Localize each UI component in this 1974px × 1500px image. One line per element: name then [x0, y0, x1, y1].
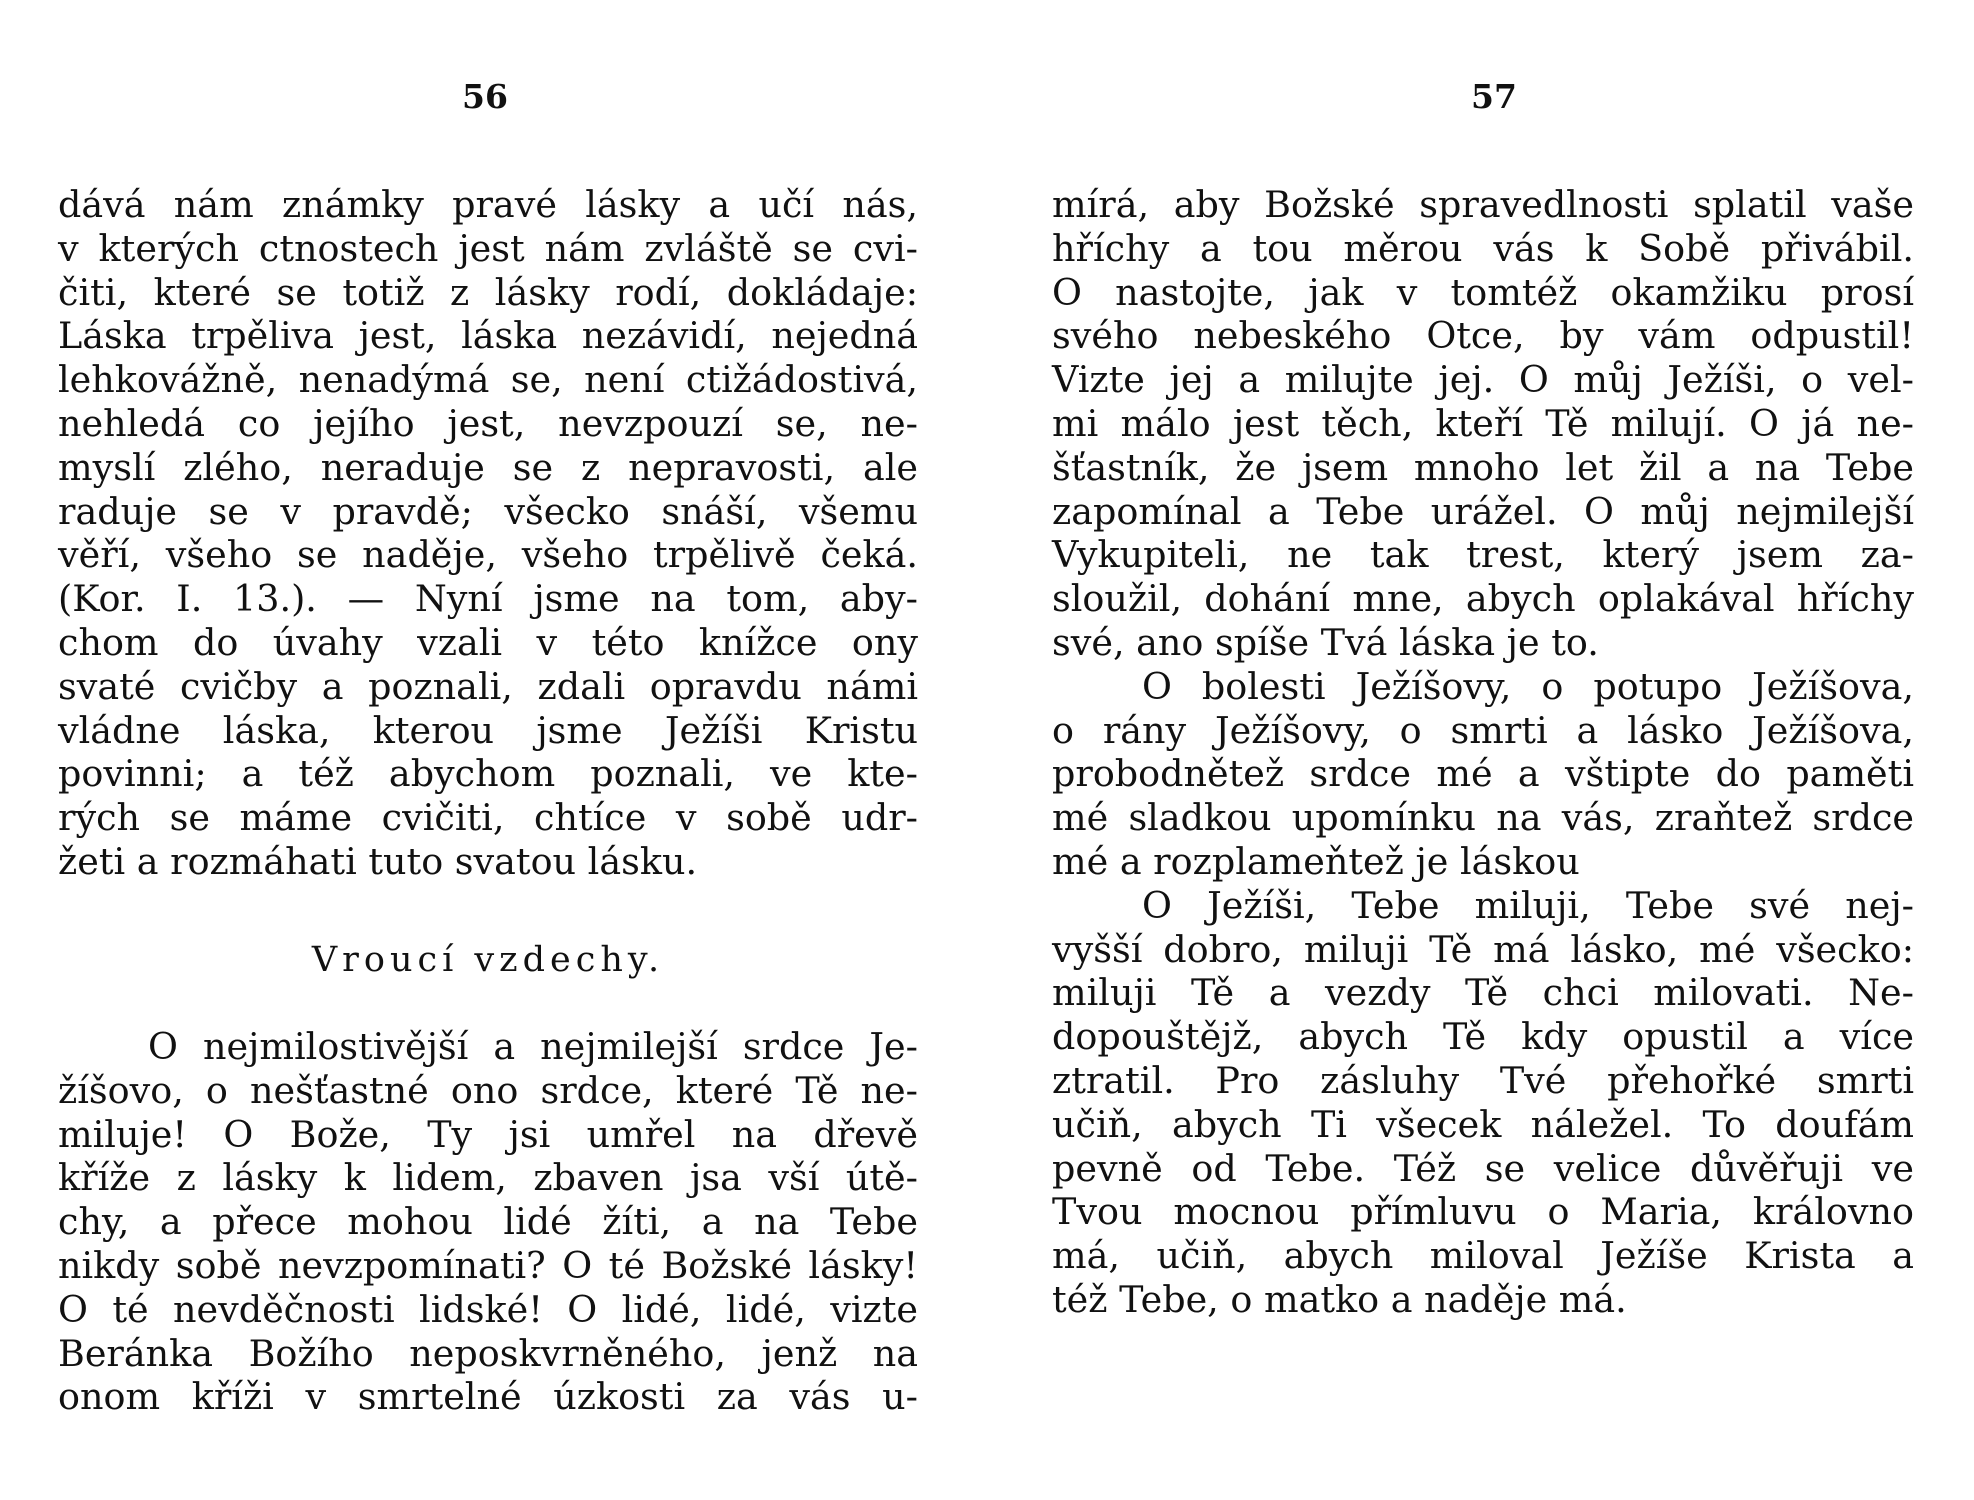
text-line: čiti, které se totiž z lásky rodí, dokládaje: — [58, 270, 918, 314]
text-line: Vykupiteli, ne tak trest, který jsem za- — [1052, 533, 1914, 577]
text-line: nehledá co jejího jest, nevzpouzí se, ne- — [58, 401, 918, 445]
section-heading: Vroucí vzdechy. — [311, 940, 665, 980]
text-line: vyšší dobro, miluji Tě má lásko, mé všecko: — [1052, 927, 1914, 971]
text-line: dopouštějž, abych Tě kdy opustil a více — [1052, 1015, 1914, 1059]
text-line: žeti a rozmáhati tuto svatou lásku. — [58, 839, 698, 883]
left-page-number: 56 — [462, 77, 508, 116]
text-line: vládne láska, kterou jsme Ježíši Kristu — [58, 708, 918, 752]
text-line: povinni; a též abychom poznali, ve kte- — [58, 752, 918, 796]
text-line: lehkovážně, nenadýmá se, není ctižádostivá, — [58, 358, 918, 402]
text-line: věří, všeho se naděje, všeho trpělivě čeká. — [58, 533, 918, 577]
text-line: svého nebeského Otce, by vám odpustil! — [1052, 314, 1914, 358]
text-line: Tvou mocnou přímluvu o Maria, královno — [1052, 1190, 1914, 1234]
text-line: miluji Tě a vezdy Tě chci milovati. Ne- — [1052, 971, 1914, 1015]
text-line: též Tebe, o matko a naděje má. — [1052, 1277, 1627, 1321]
text-line: sloužil, dohání mne, abych oplakával hříchy — [1052, 577, 1914, 621]
text-line: mé a rozplameňtež je láskou — [1052, 839, 1580, 883]
text-line: Beránka Božího neposkvrněného, jenž na — [58, 1331, 918, 1375]
text-line: má, učiň, abych miloval Ježíše Krista a — [1052, 1234, 1914, 1278]
text-line: mé sladkou upomínku na vás, zraňtež srdce — [1052, 796, 1914, 840]
text-line: probodnětež srdce mé a vštipte do paměti — [1052, 752, 1914, 796]
text-line: hříchy a tou měrou vás k Sobě přivábil. — [1052, 226, 1914, 270]
text-line: zapomínal a Tebe urážel. O můj nejmilejší — [1052, 489, 1914, 533]
text-line: šťastník, že jsem mnoho let žil a na Tebe — [1052, 445, 1914, 489]
text-line: O té nevděčnosti lidské! O lidé, lidé, vizte — [58, 1287, 918, 1331]
text-line: miluje! O Bože, Ty jsi umřel na dřevě — [58, 1112, 918, 1156]
text-line: onom kříži v smrtelné úzkosti za vás u- — [58, 1375, 918, 1419]
text-line: O nejmilostivější a nejmilejší srdce Je- — [148, 1025, 918, 1068]
text-line: O bolesti Ježíšovy, o potupo Ježíšova, — [1142, 664, 1914, 708]
text-line: žíšovo, o nešťastné ono srdce, které Tě ne- — [58, 1068, 918, 1112]
text-line: chy, a přece mohou lidé žíti, a na Tebe — [58, 1200, 918, 1244]
text-line: v kterých ctnostech jest nám zvláště se cvi- — [58, 226, 918, 270]
text-line: ztratil. Pro zásluhy Tvé přehořké smrti — [1052, 1058, 1914, 1102]
text-line: kříže z lásky k lidem, zbaven jsa vší útě- — [58, 1156, 918, 1200]
right-page — [987, 0, 1974, 1500]
text-line: O Ježíši, Tebe miluji, Tebe své nej- — [1142, 883, 1914, 927]
text-line: mi málo jest těch, kteří Tě milují. O já ne- — [1052, 401, 1914, 445]
right-page-text — [1052, 183, 1914, 1322]
text-line: (Kor. I. 13.). — Nyní jsme na tom, aby- — [58, 577, 918, 621]
text-line: dává nám známky pravé lásky a učí nás, — [58, 183, 918, 226]
text-line: pevně od Tebe. Též se velice důvěřuji ve — [1052, 1146, 1914, 1190]
right-page-number: 57 — [1471, 77, 1517, 116]
text-line: myslí zlého, neraduje se z nepravosti, ale — [58, 445, 918, 489]
text-line: Vizte jej a milujte jej. O můj Ježíši, o vel- — [1052, 358, 1914, 402]
left-page-top-text — [58, 183, 918, 884]
text-line: O nastojte, jak v tomtéž okamžiku prosí — [1052, 270, 1914, 314]
text-line: raduje se v pravdě; všecko snáší, všemu — [58, 489, 918, 533]
text-line: svaté cvičby a poznali, zdali opravdu námi — [58, 664, 918, 708]
text-line: své, ano spíše Tvá láska je to. — [1052, 620, 1599, 664]
left-page-prayer-text — [58, 1025, 918, 1419]
text-line: nikdy sobě nevzpomínati? O té Božské lásky! — [58, 1243, 918, 1287]
text-line: rých se máme cvičiti, chtíce v sobě udr- — [58, 796, 918, 840]
text-line: chom do úvahy vzali v této knížce ony — [58, 620, 918, 664]
text-line: Láska trpěliva jest, láska nezávidí, nejedná — [58, 314, 918, 358]
text-line: o rány Ježíšovy, o smrti a lásko Ježíšova, — [1052, 708, 1914, 752]
text-line: mírá, aby Božské spravedlnosti splatil vaše — [1052, 183, 1914, 226]
text-line: učiň, abych Ti všecek náležel. To doufám — [1052, 1102, 1914, 1146]
